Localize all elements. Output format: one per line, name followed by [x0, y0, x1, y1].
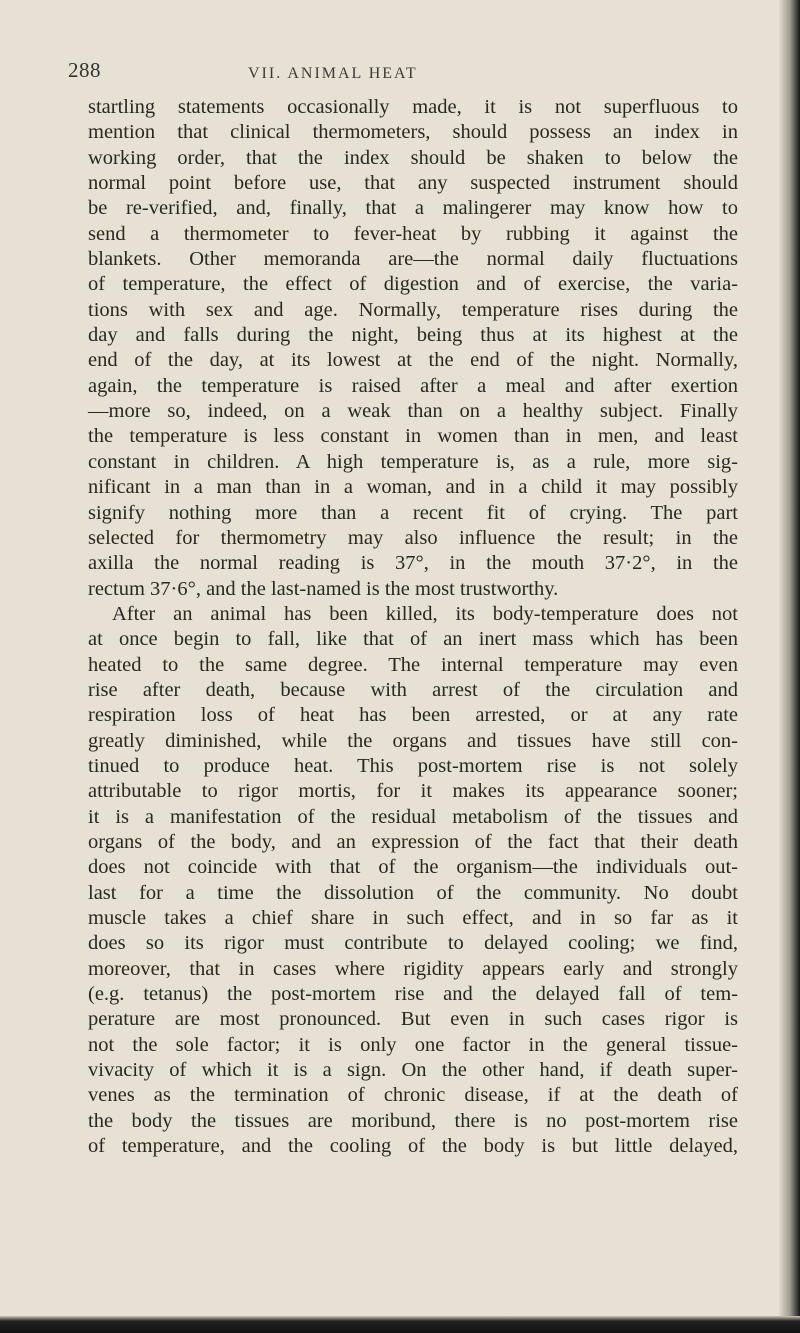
text-line: does not coincide with that of the organism—the individuals out-	[88, 856, 738, 879]
text-line: vivacity of which it is a sign. On the other hand, if death super-	[88, 1059, 738, 1082]
text-line: (e.g. tetanus) the post-mortem rise and the delayed fall of tem-	[88, 983, 738, 1006]
page-edge-shadow	[778, 0, 800, 1333]
text-line: nificant in a man than in a woman, and in a child it may possibly	[88, 476, 738, 499]
text-line: the temperature is less constant in women than in men, and least	[88, 425, 738, 448]
body-text	[88, 95, 738, 1159]
text-line: signify nothing more than a recent fit of crying. The part	[88, 501, 738, 524]
text-line: rectum 37·6°, and the last-named is the most trustworthy.	[88, 577, 559, 600]
text-line: end of the day, at its lowest at the end of the night. Normally,	[88, 349, 738, 372]
text-line: blankets. Other memoranda are—the normal daily fluctuations	[88, 248, 738, 271]
text-line: the body the tissues are moribund, there is no post-mortem rise	[88, 1109, 738, 1132]
page-number: 288	[68, 58, 101, 82]
text-line: again, the temperature is raised after a meal and after exertion	[88, 374, 738, 397]
text-line: After an animal has been killed, its body-temperature does not	[112, 602, 738, 625]
text-line: be re-verified, and, finally, that a malingerer may know how to	[88, 197, 738, 220]
text-line: mention that clinical thermometers, should possess an index in	[88, 121, 738, 144]
text-line: muscle takes a chief share in such effect, and in so far as it	[88, 907, 738, 929]
text-line: at once begin to fall, like that of an inert mass which has been	[88, 628, 738, 651]
running-head: VII. ANIMAL HEAT	[248, 65, 418, 82]
text-line: tinued to produce heat. This post-mortem rise is not solely	[88, 754, 738, 777]
text-line: rise after death, because with arrest of the circulation and	[88, 678, 738, 701]
text-line: normal point before use, that any suspected instrument should	[88, 172, 738, 195]
text-line: not the sole factor; it is only one factor in the general tissue-	[88, 1033, 738, 1056]
text-line: constant in children. A high temperature is, as a rule, more sig-	[88, 450, 738, 473]
text-line: does so its rigor must contribute to delayed cooling; we find,	[88, 932, 738, 955]
text-line: perature are most pronounced. But even in such cases rigor is	[88, 1008, 738, 1031]
text-line: of temperature, the effect of digestion and of exercise, the varia-	[88, 273, 738, 296]
text-line: —more so, indeed, on a weak than on a healthy subject. Finally	[88, 400, 738, 423]
page-bottom-edge	[0, 1316, 800, 1333]
text-line: last for a time the dissolution of the community. No doubt	[88, 881, 738, 904]
text-line: respiration loss of heat has been arrested, or at any rate	[88, 704, 738, 727]
text-line: attributable to rigor mortis, for it makes its appearance sooner;	[88, 780, 738, 803]
text-line: selected for thermometry may also influence the result; in the	[88, 526, 738, 549]
text-line: working order, that the index should be shaken to below the	[88, 146, 738, 169]
text-line: tions with sex and age. Normally, temperature rises during the	[88, 298, 738, 321]
text-line: greatly diminished, while the organs and tissues have still con-	[88, 729, 738, 752]
text-line: startling statements occasionally made, it is not superfluous to	[88, 96, 738, 118]
text-line: day and falls during the night, being thus at its highest at the	[88, 324, 738, 347]
text-line: heated to the same degree. The internal temperature may even	[88, 653, 738, 676]
text-line: send a thermometer to fever-heat by rubbing it against the	[88, 222, 738, 245]
text-line: moreover, that in cases where rigidity appears early and strongly	[88, 957, 738, 980]
text-line: axilla the normal reading is 37°, in the mouth 37·2°, in the	[88, 552, 738, 575]
page-header	[0, 58, 800, 88]
text-line: venes as the termination of chronic disease, if at the death of	[88, 1084, 738, 1107]
text-line: of temperature, and the cooling of the body is but little delayed,	[88, 1135, 738, 1158]
text-line: it is a manifestation of the residual metabolism of the tissues and	[88, 805, 738, 828]
text-line: organs of the body, and an expression of the fact that their death	[88, 830, 738, 853]
